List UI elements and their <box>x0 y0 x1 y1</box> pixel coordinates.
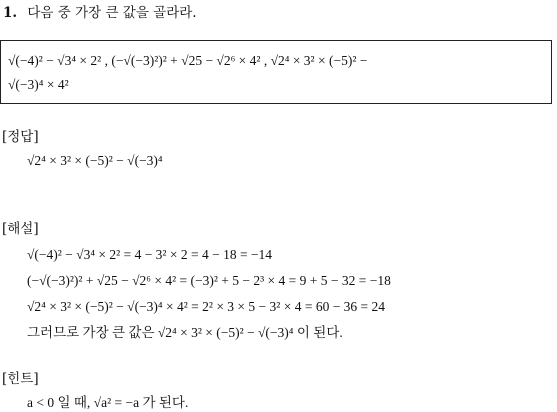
question-number: 1. <box>3 5 18 21</box>
solution-line: (−√(−3)²)² + √25 − √2⁶ × 4² = (−3)² + 5 − 2³ × 4 = 9 + 5 − 32 = −18 <box>27 273 391 288</box>
answer-label: [정답] <box>2 129 39 145</box>
solution-label: [해설] <box>2 221 39 237</box>
question-line <box>3 4 197 22</box>
hint-label: [힌트] <box>2 371 39 387</box>
solution-line: 그러므로 가장 큰 값은 √2⁴ × 3² × (−5)² − √(−3)⁴ 이 된다. <box>27 325 343 340</box>
solution-line: √(−4)² − √3⁴ × 2² = 4 − 3² × 2 = 4 − 18 = −14 <box>27 247 273 262</box>
choices-box <box>0 40 552 104</box>
answer-expression: √2⁴ × 3² × (−5)² − √(−3)⁴ <box>27 153 163 168</box>
solution-line: √2⁴ × 3² × (−5)² − √(−3)⁴ × 4² = 2² × 3 × 5 − 3² × 4 = 60 − 36 = 24 <box>27 299 386 314</box>
choices-line-2: √(−3)⁴ × 4² <box>8 77 69 92</box>
choices-line-1: √(−4)² − √3⁴ × 2² , (−√(−3)²)² + √25 − √2⁶ × 4² , √2⁴ × 3² × (−5)² − <box>8 53 368 68</box>
hint-text: a < 0 일 때, √a² = −a 가 된다. <box>27 395 189 410</box>
question-text: 다음 중 가장 큰 값을 골라라. <box>27 5 197 21</box>
